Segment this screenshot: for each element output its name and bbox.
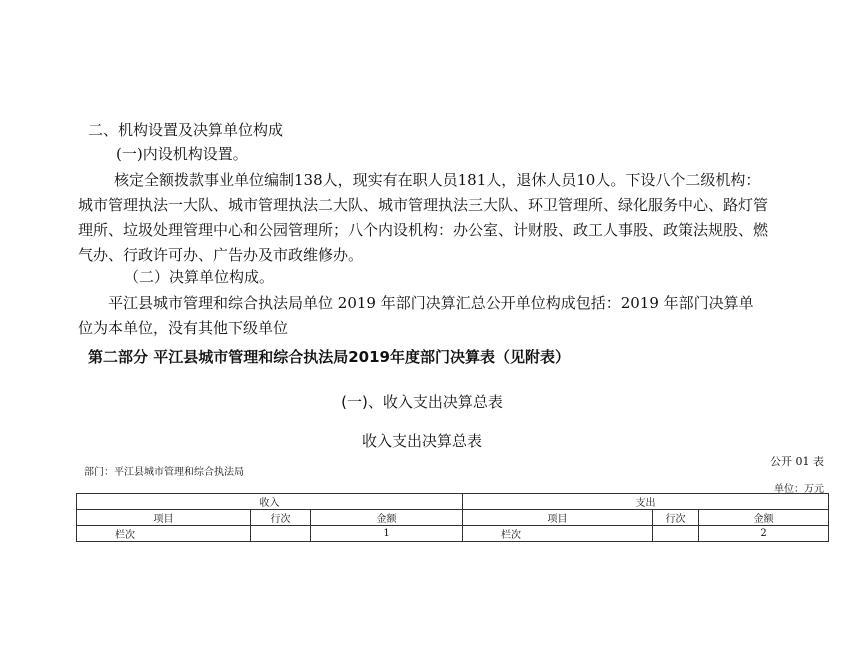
paragraph-staffing: [78, 168, 768, 268]
subheading-unit-composition: （二）决算单位构成。: [124, 268, 275, 286]
subheading-internal-structure: (一)内设机构设置。: [116, 145, 248, 163]
summary-table: [76, 493, 829, 542]
income-header: 收入: [77, 494, 463, 510]
unit-label: 单位：万元: [774, 484, 824, 495]
paragraph-composition: [78, 291, 768, 341]
paragraph-staffing-text: 核定全额拨款事业单位编制138人，现实有在职人员181人，退休人员10人。下设八个二级机构：城市管理执法一大队、城市管理执法二大队、城市管理执法三大队、环卫管理所、绿化服务中心、路灯管理所、垃圾处理管理中心和公园管理所；八个内设机构：办公室、计财股、政工人事股、政策法规股、燃气办、行政许可办、广告办及市政维修办。: [78, 171, 769, 264]
row-label: 栏次: [463, 526, 653, 542]
table-row: [77, 526, 829, 542]
table-cell: 1: [311, 526, 463, 542]
department-label: 部门：平江县城市管理和综合执法局: [84, 467, 244, 478]
table-cell: 2: [699, 526, 829, 542]
paragraph-composition-text: 平江县城市管理和综合执法局单位 2019 年部门决算汇总公开单位构成包括：2019 年部门决算单位为本单位，没有其他下级单位: [78, 294, 754, 337]
column-header: 金额: [311, 510, 463, 526]
table-cell: [251, 526, 311, 542]
section-heading: 二、机构设置及决算单位构成: [88, 121, 284, 139]
column-header: 项目: [463, 510, 653, 526]
column-header: 行次: [653, 510, 699, 526]
row-label: 栏次: [77, 526, 251, 542]
table-cell: [653, 526, 699, 542]
table-column-row: [77, 510, 829, 526]
column-header: 项目: [77, 510, 251, 526]
table-name: 收入支出决算总表: [361, 432, 482, 450]
table-header-row: [77, 494, 829, 510]
column-header: 金额: [699, 510, 829, 526]
column-header: 行次: [251, 510, 311, 526]
expense-header: 支出: [463, 494, 829, 510]
part-two-heading: 第二部分 平江县城市管理和综合执法局2019年度部门决算表（见附表）: [88, 348, 570, 366]
table-code: 公开 01 表: [770, 455, 824, 468]
table-section-title: (一)、收入支出决算总表: [341, 393, 503, 411]
